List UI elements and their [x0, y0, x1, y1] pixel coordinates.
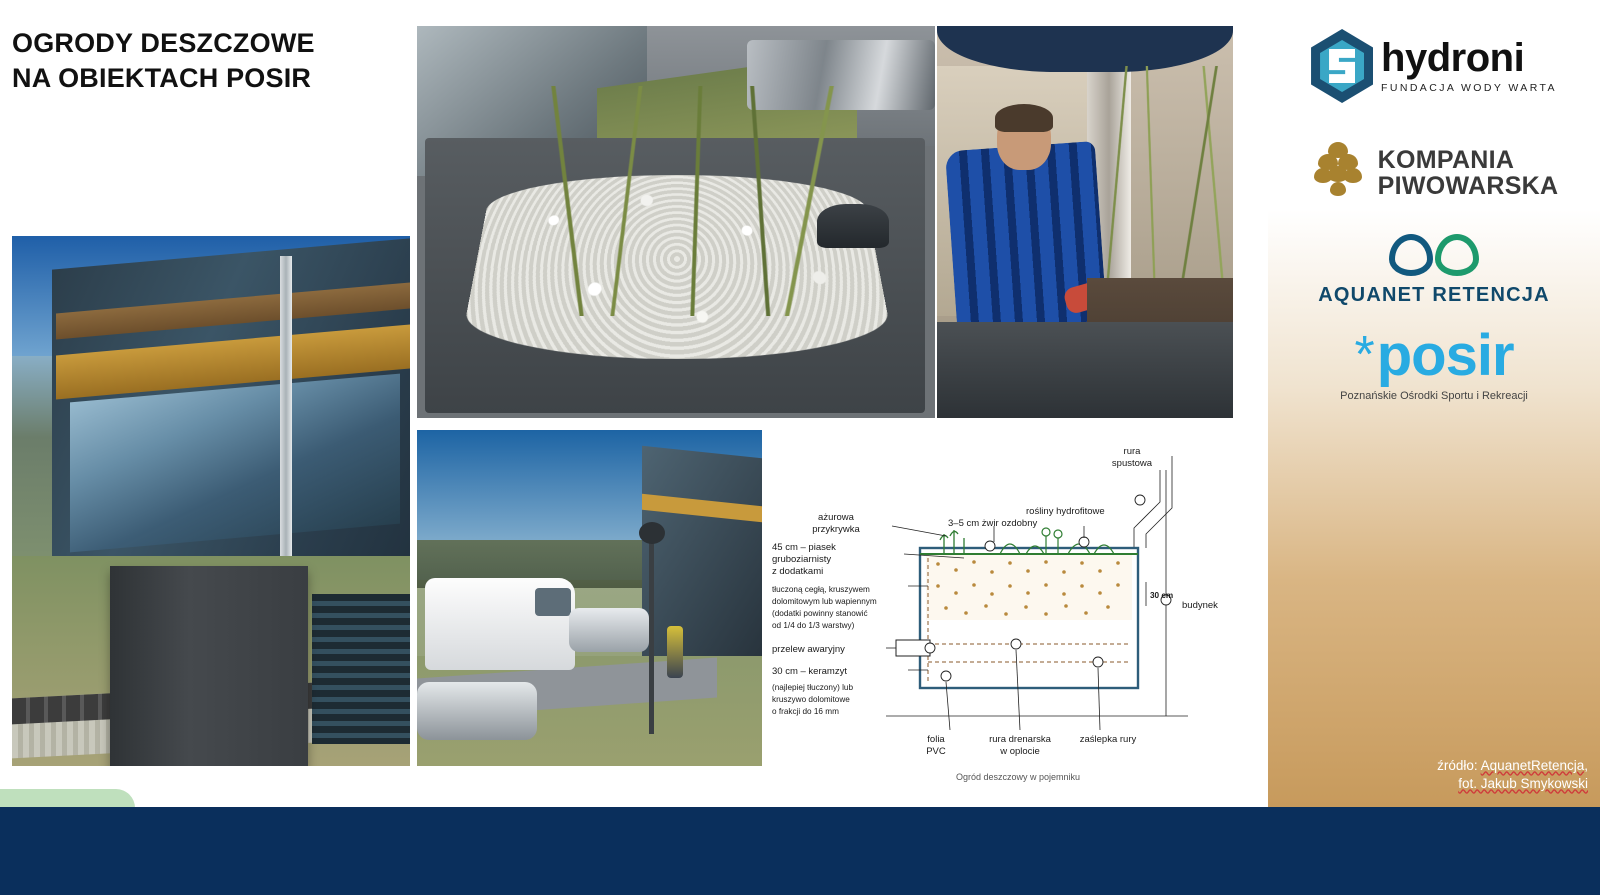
photo-building-planter	[110, 566, 308, 766]
logo-kompania-piwowarska	[1268, 130, 1600, 216]
rain-garden-diagram	[768, 430, 1268, 790]
photo-building-windows	[70, 374, 400, 553]
source-link[interactable]: AquanetRetencja,	[1480, 757, 1588, 773]
page-title-line-1: OGRODY DESZCZOWE	[12, 28, 315, 58]
photo-van-car-2	[417, 682, 537, 740]
posir-subtitle: Poznańskie Ośrodki Sportu i Rekreacji	[1340, 390, 1528, 403]
hydroni-wordmark: hydroni	[1381, 36, 1525, 80]
diagram-label-additives-3: (dodatki powinny stanowić	[772, 609, 868, 618]
diagram-label-foil-1: folia	[927, 734, 945, 745]
diagram-label-sand-1: 45 cm – piasek	[772, 542, 836, 553]
page-title-line-2: NA OBIEKTACH POSIR	[12, 63, 312, 94]
diagram-caption: Ogród deszczowy w pojemniku	[955, 772, 1081, 782]
source-photo-credit: fot. Jakub Smykowski	[1458, 775, 1588, 791]
diagram-svg	[768, 430, 1268, 770]
photo-worker-hair	[995, 104, 1053, 132]
photo-van-vehicle-window	[535, 588, 571, 616]
diagram-label-drain-2: w oplocie	[1000, 746, 1040, 757]
diagram-label-sand-3: z dodatkami	[772, 566, 824, 577]
sponsor-logo-panel	[1268, 0, 1600, 807]
photo-building	[12, 236, 410, 766]
footer-bar	[0, 807, 1600, 895]
posir-wordmark: posir	[1376, 323, 1514, 388]
photo-van-building	[642, 446, 762, 679]
diagram-label-keramzyt: 30 cm – keramzyt	[772, 666, 847, 677]
photo-worker-planting	[937, 26, 1233, 418]
photo-gravel-plants	[537, 86, 857, 316]
diagram-label-downpipe-2: spustowa	[1111, 458, 1153, 469]
hop-cone-icon	[1310, 142, 1366, 204]
logo-posir	[1268, 323, 1600, 440]
diagram-label-gravel: 3–5 cm żwir ozdobny	[948, 518, 1038, 529]
photo-building-grille	[312, 594, 410, 744]
photo-building-downpipe	[280, 256, 292, 606]
diagram-label-additives-1: tłuczoną cegłą, kruszywem	[772, 585, 870, 594]
photo-worker-planter	[937, 322, 1233, 418]
diagram-label-cover-2: przykrywka	[812, 524, 860, 535]
photo-van-person	[667, 626, 683, 678]
diagram-label-sand-2: gruboziarnisty	[772, 554, 832, 565]
photo-van-parking	[417, 430, 762, 766]
photo-gravel-planter	[417, 26, 935, 418]
hydroni-hex-icon	[1311, 29, 1373, 103]
diagram-label-cover-1: ażurowa	[818, 512, 854, 523]
aquanet-wordmark: AQUANET RETENCJA	[1318, 284, 1550, 306]
diagram-label-additives-4: od 1/4 do 1/3 warstwy)	[772, 621, 855, 630]
diagram-label-additives-2: dolomitowym lub wapiennym	[772, 597, 877, 606]
diagram-dimension-30cm: 30 cm	[1150, 591, 1174, 600]
logo-hydroni	[1268, 10, 1600, 122]
source-note	[1437, 757, 1588, 793]
diagram-label-keramzyt-note-3: o frakcji do 16 mm	[772, 707, 839, 716]
diagram-label-foil-2: PVC	[926, 746, 946, 757]
source-prefix: źródło:	[1437, 757, 1481, 773]
kompania-line-2: PIWOWARSKA	[1377, 172, 1559, 200]
water-drops-icon	[1389, 232, 1479, 278]
hydroni-tagline: FUNDACJA WODY WARTA	[1381, 82, 1557, 94]
logo-aquanet-retencja	[1268, 232, 1600, 332]
diagram-label-pipe-cap: zaślepka rury	[1079, 734, 1137, 745]
photo-gravel-lamp	[817, 204, 889, 248]
diagram-label-plants: rośliny hydrofitowe	[1026, 506, 1105, 517]
kompania-line-1: KOMPANIA	[1377, 145, 1515, 174]
diagram-label-keramzyt-note-2: kruszywo dolomitowe	[772, 695, 850, 704]
posir-star-icon: *	[1354, 326, 1375, 385]
diagram-label-overflow: przelew awaryjny	[772, 644, 845, 655]
diagram-label-building: budynek	[1182, 600, 1218, 611]
page-title	[12, 26, 412, 96]
diagram-label-keramzyt-note-1: (najlepiej tłuczony) lub	[772, 683, 854, 692]
diagram-label-downpipe-1: rura	[1123, 446, 1141, 457]
photo-van-lamp-head	[639, 522, 665, 544]
photo-van-car-1	[569, 608, 649, 652]
photo-van-lamp-pole	[649, 534, 654, 734]
diagram-label-drain-1: rura drenarska	[989, 734, 1051, 745]
